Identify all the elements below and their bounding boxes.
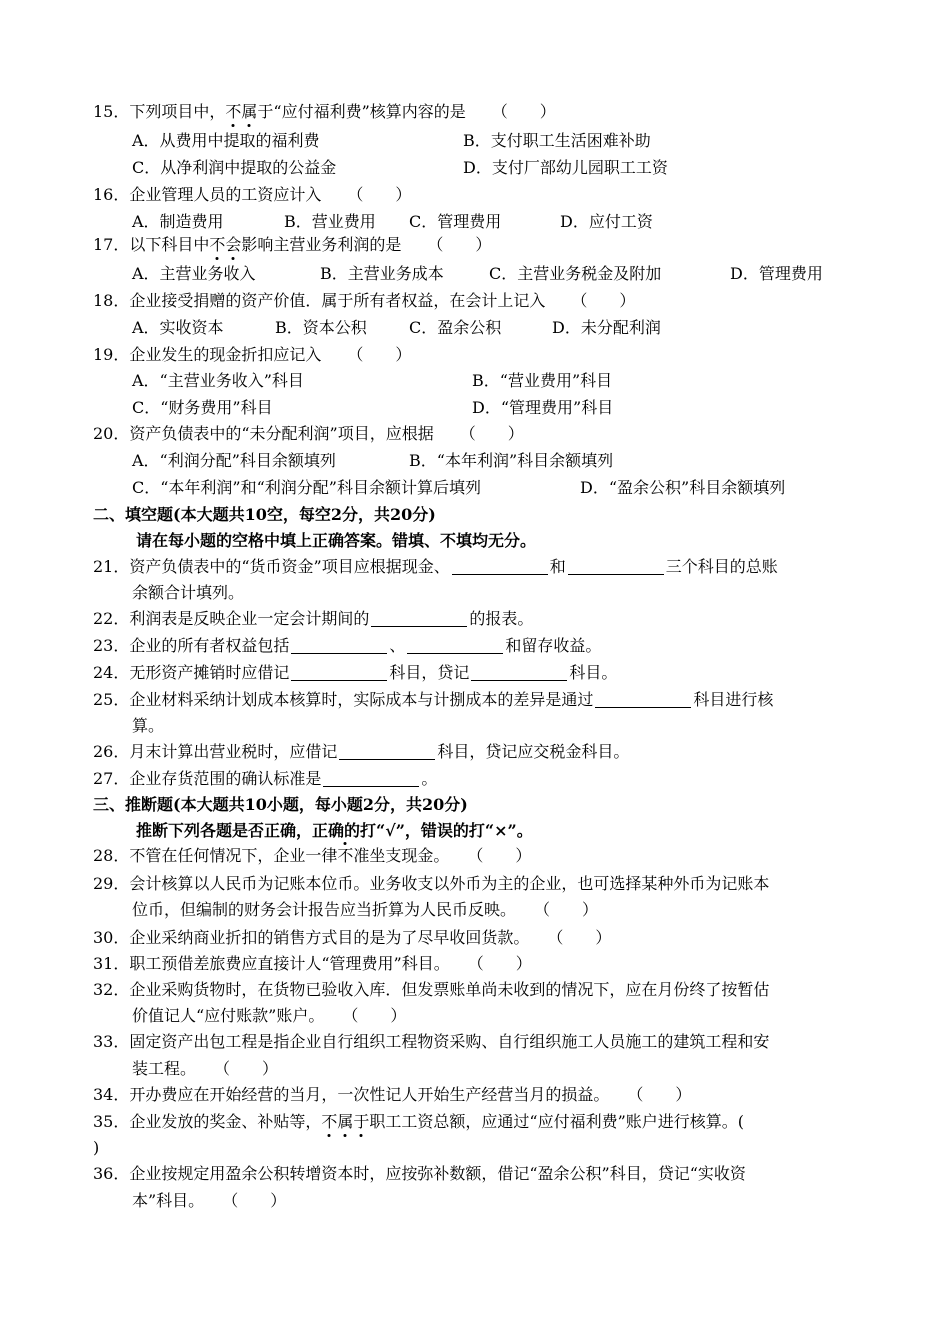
section-3-instructions: 推断下列各题是否正确，正确的打“√”，错误的打“×”。 <box>136 821 533 840</box>
answer-blank[interactable] <box>291 679 387 681</box>
question-18-option-a: A．实收资本 <box>132 318 224 337</box>
question-25-line-1: 25．企业材料采纳计划成本核算时，实际成本与计捌成本的差异是通过 科目进行核 <box>93 690 774 709</box>
answer-blank[interactable] <box>595 706 691 708</box>
answer-blank[interactable] <box>407 652 503 654</box>
question-21-line-2: 余额合计填列。 <box>132 583 245 602</box>
question-15-option-b: B．支付职工生活困难补助 <box>463 131 651 150</box>
question-18-stem: 18．企业接受捐赠的资产价值．属于所有者权益，在会计上记入 （ ） <box>93 291 636 310</box>
question-35-line-1: 35．企业发放的奖金、补贴等，不属于职工工资总额，应通过“应付福利费”账户进行核算。( <box>93 1112 745 1131</box>
question-19-option-a: A．“主营业务收入”科目 <box>132 371 304 390</box>
question-19-option-b: B．“营业费用”科目 <box>472 371 613 390</box>
question-24: 24．无形资产摊销时应借记 科目，贷记 科目。 <box>93 663 618 682</box>
question-23: 23．企业的所有者权益包括 、 和留存收益。 <box>93 636 602 655</box>
question-36-line-1: 36．企业按规定用盈余公积转增资本时，应按弥补数额，借记“盈余公积”科目，贷记“实收资 <box>93 1164 746 1183</box>
question-16-option-c: C．管理费用 <box>409 212 502 231</box>
question-25-line-2: 算。 <box>132 716 165 735</box>
section-3-title: 三、推断题(本大题共10小题，每小题2分，共20分) <box>93 795 468 814</box>
question-15-option-a: A．从费用中提取的福利费 <box>132 131 320 150</box>
answer-blank[interactable] <box>452 573 548 575</box>
question-16-stem: 16．企业管理人员的工资应计入 （ ） <box>93 185 412 204</box>
answer-blank[interactable] <box>568 573 664 575</box>
question-18-option-c: C．盈余公积 <box>409 318 502 337</box>
question-28: 28．不管在任何情况下，企业一律不准坐支现金。 （ ） <box>93 846 532 865</box>
question-18-option-b: B．资本公积 <box>275 318 367 337</box>
question-29-line-2: 位币，但编制的财务会计报告应当折算为人民币反映。 （ ） <box>132 900 599 919</box>
question-26: 26．月末计算出营业税时，应借记 科目，贷记应交税金科目。 <box>93 742 630 761</box>
question-20-option-a: A．“利润分配”科目余额填列 <box>132 451 336 470</box>
question-29-line-1: 29．会计核算以人民币为记账本位币。业务收支以外币为主的企业，也可选择某种外币为记账本 <box>93 874 770 893</box>
question-33-line-2: 装工程。 （ ） <box>132 1059 279 1078</box>
question-34: 34．开办费应在开始经营的当月，一次性记人开始生产经营当月的损益。 （ ） <box>93 1085 692 1104</box>
question-35-line-2: ) <box>93 1138 100 1157</box>
question-17-option-c: C．主营业务税金及附加 <box>489 264 662 283</box>
question-19-stem: 19．企业发生的现金折扣应记入 （ ） <box>93 345 412 364</box>
question-20-option-b: B．“本年利润”科目余额填列 <box>409 451 614 470</box>
question-17-option-d: D．管理费用 <box>730 264 823 283</box>
question-16-option-a: A．制造费用 <box>132 212 224 231</box>
answer-blank[interactable] <box>339 758 435 760</box>
question-15-option-d: D．支付厂部幼儿园职工工资 <box>463 158 668 177</box>
answer-blank[interactable] <box>291 652 387 654</box>
question-18-option-d: D．未分配利润 <box>552 318 661 337</box>
section-2-title: 二、填空题(本大题共10空，每空2分，共20分) <box>93 505 436 524</box>
question-20-option-d: D．“盈余公积”科目余额填列 <box>580 478 786 497</box>
question-19-option-d: D．“管理费用”科目 <box>472 398 614 417</box>
question-32-line-1: 32．企业采购货物时，在货物已验收入库．但发票账单尚未收到的情况下，应在月份终了按暂估 <box>93 980 770 999</box>
question-22: 22．利润表是反映企业一定会计期间的 的报表。 <box>93 609 534 628</box>
question-19-option-c: C．“财务费用”科目 <box>132 398 273 417</box>
answer-blank[interactable] <box>323 785 419 787</box>
question-15-stem: 15．下列项目中，不属于“应付福利费”核算内容的是 （ ） <box>93 102 556 121</box>
question-17-option-b: B．主营业务成本 <box>320 264 444 283</box>
question-17-option-a: A．主营业务收入 <box>132 264 256 283</box>
section-2-instructions: 请在每小题的空格中填上正确答案。错填、不填均无分。 <box>136 531 537 550</box>
question-30: 30．企业采纳商业折扣的销售方式目的是为了尽早收回货款。 （ ） <box>93 928 612 947</box>
question-36-line-2: 本”科目。 （ ） <box>132 1191 287 1210</box>
question-32-line-2: 价值记人“应付账款”账户。 （ ） <box>132 1006 407 1025</box>
answer-blank[interactable] <box>471 679 567 681</box>
question-16-option-b: B．营业费用 <box>284 212 376 231</box>
question-20-stem: 20．资产负债表中的“未分配利润”项目，应根据 （ ） <box>93 424 524 443</box>
question-27: 27．企业存货范围的确认标准是 。 <box>93 769 438 788</box>
question-17-stem: 17．以下科目中不会影响主营业务利润的是 （ ） <box>93 235 492 254</box>
question-33-line-1: 33．固定资产出包工程是指企业自行组织工程物资采购、自行组织施工人员施工的建筑工程和安 <box>93 1032 770 1051</box>
question-16-option-d: D．应付工资 <box>560 212 653 231</box>
question-31: 31．职工预借差旅费应直接计人“管理费用”科目。 （ ） <box>93 954 532 973</box>
question-15-option-c: C．从净利润中提取的公益金 <box>132 158 337 177</box>
question-20-option-c: C．“本年利润”和“利润分配”科目余额计算后填列 <box>132 478 481 497</box>
question-21-line-1: 21．资产负债表中的“货币资金”项目应根据现金、 和 三个科目的总账 <box>93 557 778 576</box>
answer-blank[interactable] <box>371 625 467 627</box>
